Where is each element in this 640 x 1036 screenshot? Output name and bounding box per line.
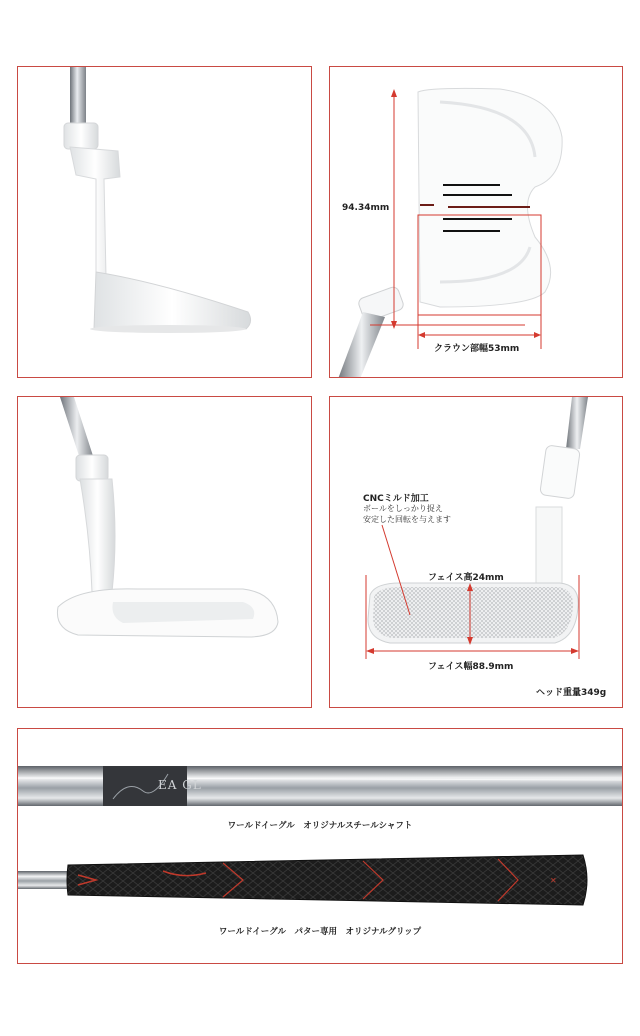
svg-text:✕: ✕ (550, 876, 557, 885)
grip-caption: ワールドイーグル パター専用 オリジナルグリップ (218, 927, 422, 937)
cnc-title: CNCミルド加工 (363, 494, 429, 504)
photo-address-view (17, 396, 312, 708)
photo-top-view (329, 66, 623, 378)
photo-toe-view (17, 66, 312, 378)
putter-address-illustration (18, 397, 312, 708)
face-width-label: フェイス幅88.9mm (428, 662, 514, 672)
photo-face-view (329, 396, 623, 708)
putter-toe-illustration (18, 67, 312, 378)
cnc-desc-line1: ボールをしっかり捉え (363, 504, 443, 513)
face-height-label: フェイス高24mm (428, 573, 504, 583)
head-weight-label: ヘッド重量349g (536, 688, 607, 698)
putter-top-illustration (330, 67, 623, 378)
crown-width-label: クラウン部幅53mm (434, 344, 520, 354)
shaft-grip-panel (17, 728, 623, 964)
shaft-band-text: EA GL (158, 778, 202, 792)
cnc-desc-line2: 安定した回転を与えます (363, 515, 451, 524)
head-height-label: 94.34mm (342, 203, 390, 213)
shaft-caption: ワールドイーグル オリジナルスチールシャフト (227, 821, 413, 831)
